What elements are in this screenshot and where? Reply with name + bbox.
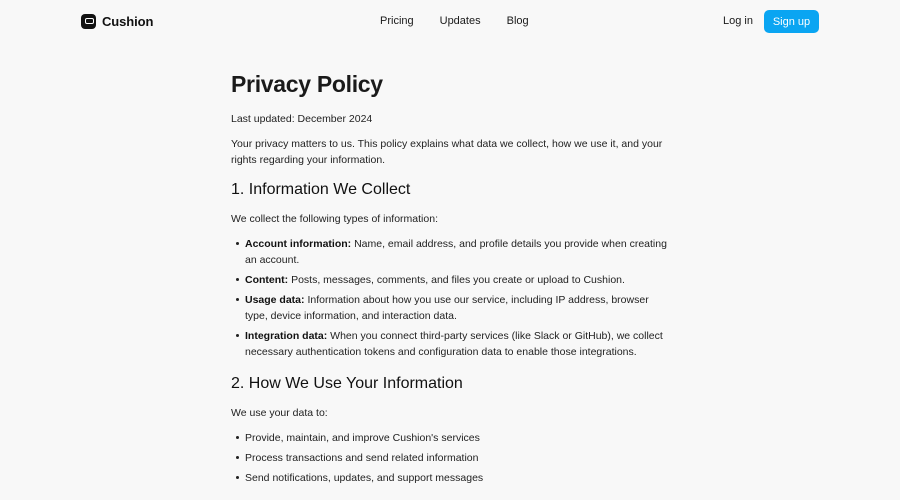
list-item xyxy=(245,292,671,324)
list-item-text: Name, email address, and profile details you provide when creating an account. xyxy=(245,238,667,266)
nav-updates[interactable]: Updates xyxy=(439,15,481,27)
login-link[interactable]: Log in xyxy=(723,15,753,27)
list-item: Send notifications, updates, and support messages xyxy=(245,470,671,486)
section-lead: We collect the following types of information: xyxy=(231,213,438,225)
list-item: Process transactions and send related information xyxy=(245,450,671,466)
section-heading: 2. How We Use Your Information xyxy=(231,375,463,392)
list-item-term: Usage data: xyxy=(245,294,305,306)
section-heading: 1. Information We Collect xyxy=(231,181,411,198)
site-header xyxy=(0,0,900,42)
list-item-term: Integration data: xyxy=(245,330,328,342)
list-item-term: Content: xyxy=(245,274,289,286)
brand-name: Cushion xyxy=(102,13,154,29)
cushion-logo-icon xyxy=(81,14,96,29)
list-item xyxy=(245,328,671,360)
list-item xyxy=(245,236,671,268)
policy-content xyxy=(231,70,671,500)
usage-list xyxy=(245,430,671,486)
nav-blog[interactable]: Blog xyxy=(506,15,529,27)
list-item-term: Account information: xyxy=(245,238,352,250)
list-item: Provide, maintain, and improve Cushion's services xyxy=(245,430,671,446)
list-item xyxy=(245,272,671,288)
collected-info-list xyxy=(245,236,671,360)
nav-pricing[interactable]: Pricing xyxy=(380,15,414,27)
list-item-text: Information about how you use our service, including IP address, browser type, device information, and interaction data. xyxy=(245,294,649,322)
brand-logo[interactable] xyxy=(81,13,153,29)
list-item-text: Posts, messages, comments, and files you create or upload to Cushion. xyxy=(288,274,625,286)
section-lead: We use your data to: xyxy=(231,407,328,419)
page-title: Privacy Policy xyxy=(231,71,383,97)
signup-button[interactable]: Sign up xyxy=(764,10,819,33)
intro-paragraph: Your privacy matters to us. This policy explains what data we collect, how we use it, and your rights regarding your information. xyxy=(231,138,663,166)
list-item-text: When you connect third-party services (like Slack or GitHub), we collect necessary authentication tokens and configuration data to enable those integrations. xyxy=(245,330,663,358)
main-nav xyxy=(380,15,529,27)
last-updated: Last updated: December 2024 xyxy=(231,113,373,125)
